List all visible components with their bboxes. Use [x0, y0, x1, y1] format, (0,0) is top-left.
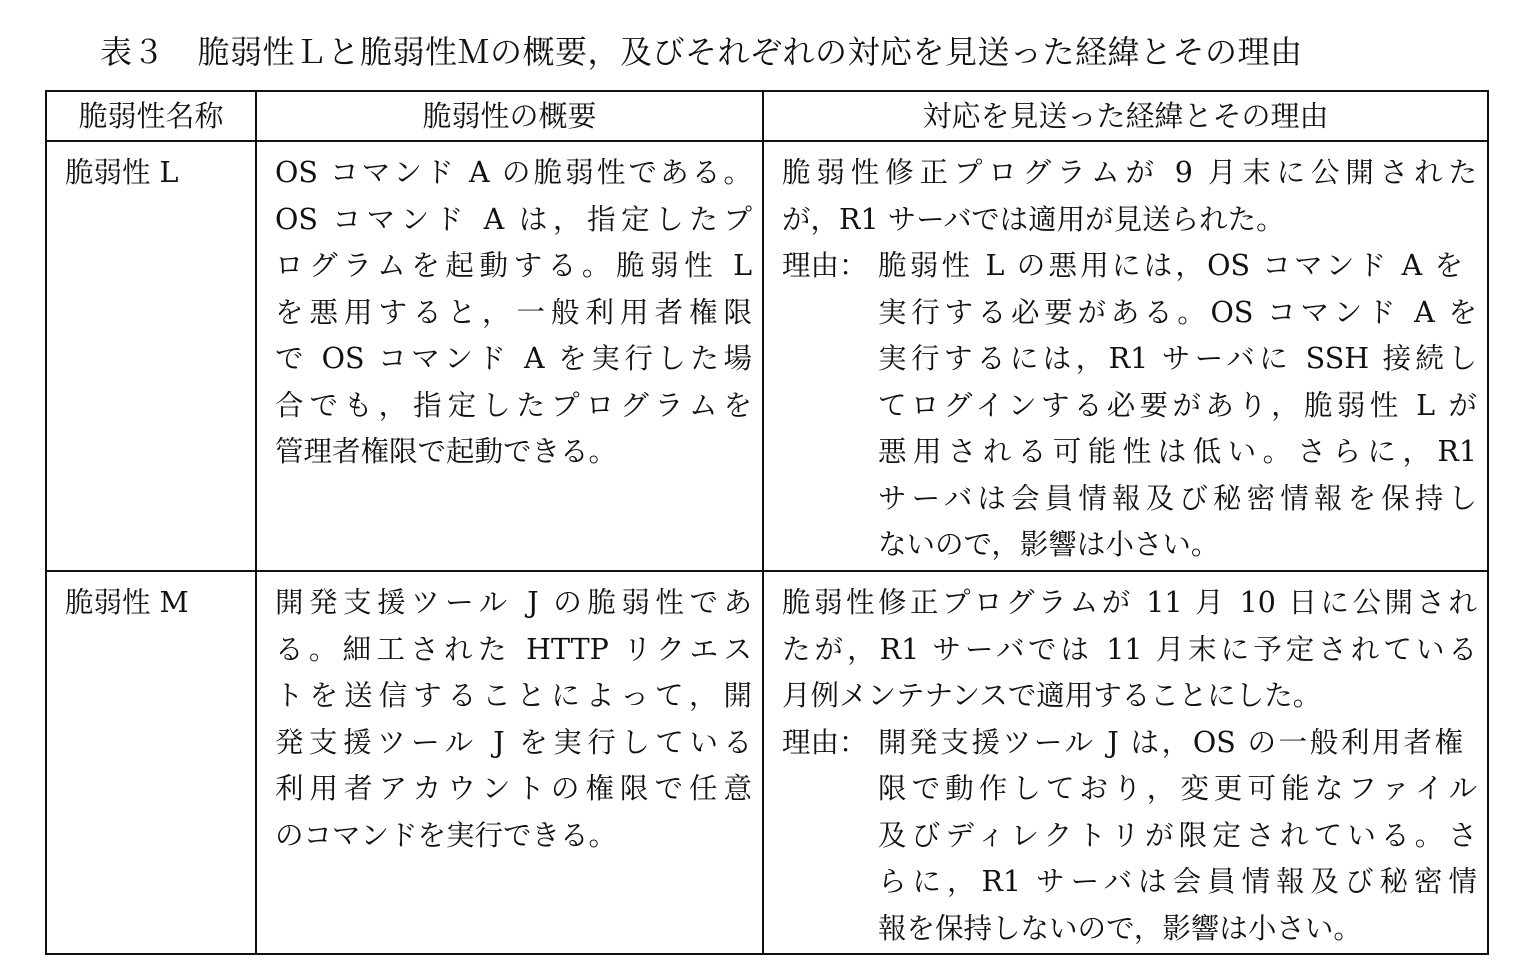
- table-row: [46, 571, 1488, 954]
- history-and-reason-cell: [763, 571, 1488, 954]
- vulnerability-name-cell: 脆弱性 M: [46, 571, 256, 954]
- summary-line: で OS コマンド A を実行した場: [275, 342, 752, 375]
- reason-line: 実行する必要がある。OS コマンド A を: [878, 295, 1477, 329]
- vulnerability-table: [45, 90, 1489, 955]
- summary-line: OS コマンド A は，指定したプ: [275, 202, 752, 236]
- reason-line: 開発支援ツール J は，OS の一般利用者権: [878, 725, 1463, 759]
- history-line: 月例メンテナンスで適用することにした。: [782, 679, 1322, 712]
- table-header-row: [46, 91, 1488, 141]
- summary-line: 開発支援ツール J の脆弱性であ: [275, 586, 752, 619]
- history-and-reason-cell: [763, 141, 1488, 571]
- reason-line: 限で動作しており，変更可能なファイル: [878, 772, 1477, 805]
- history-line: 脆弱性修正プログラムが 11 月 10 日に公開され: [782, 586, 1477, 619]
- summary-line: OS コマンド A の脆弱性である。: [275, 156, 752, 189]
- summary-line: 管理者権限で起動できる。: [275, 435, 618, 468]
- reason-line: 報を保持しないので，影響は小さい。: [878, 911, 1362, 945]
- summary-line: を悪用すると，一般利用者権限: [275, 295, 752, 329]
- table-caption: 表３ 脆弱性Ｌと脆弱性Ｍの概要，及びそれぞれの対応を見送った経緯とその理由: [100, 33, 1303, 71]
- header-history-and-reason: 対応を見送った経緯とその理由: [763, 91, 1488, 141]
- header-vulnerability-summary: 脆弱性の概要: [256, 91, 763, 141]
- vulnerability-summary-cell: [256, 571, 763, 954]
- reason-line: 実行するには，R1 サーバに SSH 接続し: [878, 342, 1477, 375]
- summary-line: 発支援ツール J を実行している: [275, 725, 752, 759]
- table-row: [46, 141, 1488, 571]
- reason-line: 及びディレクトリが限定されている。さ: [878, 818, 1477, 852]
- history-line: たが，R1 サーバでは 11 月末に予定されている: [782, 632, 1477, 666]
- reason-line: 脆弱性 L の悪用には，OS コマンド A を: [878, 249, 1463, 282]
- summary-line: トを送信することによって，開: [275, 679, 752, 712]
- vulnerability-name-cell: 脆弱性 L: [46, 141, 256, 571]
- summary-line: 合でも，指定したプログラムを: [275, 388, 752, 422]
- reason-first-line: [782, 243, 1477, 290]
- header-vulnerability-name: 脆弱性名称: [46, 91, 256, 141]
- summary-line: 利用者アカウントの権限で任意: [275, 772, 752, 805]
- history-line: が，R1 サーバでは適用が見送られた。: [782, 202, 1285, 236]
- reason-label: 理由：: [782, 249, 868, 282]
- summary-line: る。細工された HTTP リクエス: [275, 632, 752, 666]
- vulnerability-summary-cell: [256, 141, 763, 571]
- reason-line: 悪用される可能性は低い。さらに，R1: [878, 435, 1477, 468]
- reason-line: らに，R1 サーバは会員情報及び秘密情: [878, 865, 1477, 898]
- reason-line: ないので，影響は小さい。: [878, 528, 1220, 561]
- reason-line: てログインする必要があり，脆弱性 L が: [878, 388, 1477, 422]
- reason-label: 理由：: [782, 725, 868, 759]
- summary-line: のコマンドを実行できる。: [275, 818, 618, 852]
- reason-first-line: [782, 720, 1477, 767]
- summary-line: ログラムを起動する。脆弱性 L: [275, 249, 752, 282]
- history-line: 脆弱性修正プログラムが 9 月末に公開された: [782, 156, 1477, 189]
- reason-line: サーバは会員情報及び秘密情報を保持し: [878, 481, 1477, 515]
